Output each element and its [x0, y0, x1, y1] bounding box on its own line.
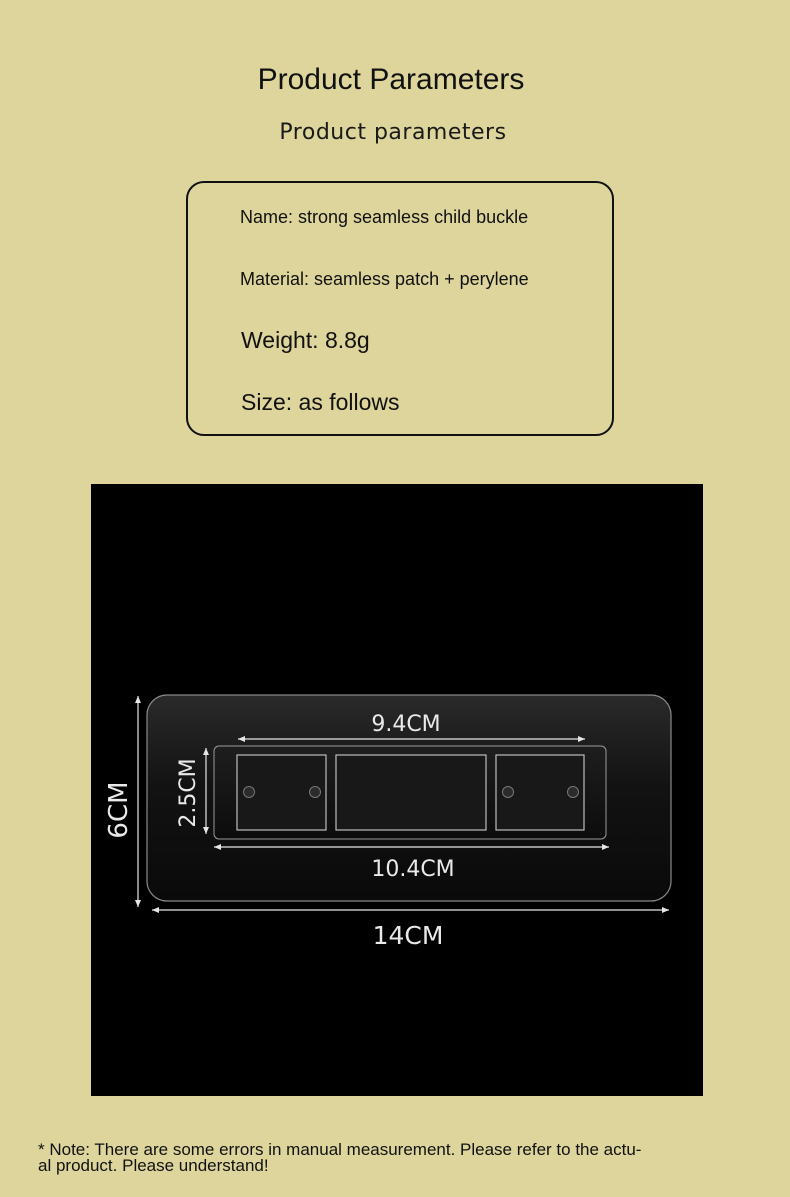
rivet	[310, 787, 321, 798]
spec-name: Name: strong seamless child buckle	[240, 207, 529, 227]
spec-weight: Weight: 8.8g	[241, 327, 370, 353]
rivet	[568, 787, 579, 798]
page-subtitle: Product parameters	[279, 120, 507, 145]
note-line-2: al product. Please understand!	[38, 1156, 269, 1175]
dimension-diagram	[91, 484, 703, 1096]
total-width-label: 14CM	[372, 921, 444, 950]
product-dimension-image	[91, 484, 703, 1096]
note-line-1: * Note: There are some errors in manual measurement. Please refer to the actu-	[38, 1140, 642, 1159]
inner-width-label: 9.4CM	[371, 712, 441, 737]
rivet	[244, 787, 255, 798]
spec-box	[186, 181, 614, 436]
clip-middle	[336, 755, 486, 830]
bar-width-label: 10.4CM	[371, 857, 455, 882]
measurement-note	[38, 1142, 738, 1174]
inner-height-label: 2.5CM	[176, 758, 201, 828]
page-title: Product Parameters	[257, 63, 525, 96]
spec-size: Size: as follows	[241, 389, 400, 415]
spec-material: Material: seamless patch + perylene	[240, 269, 529, 289]
rivet	[503, 787, 514, 798]
outer-height-label: 6CM	[104, 781, 134, 839]
